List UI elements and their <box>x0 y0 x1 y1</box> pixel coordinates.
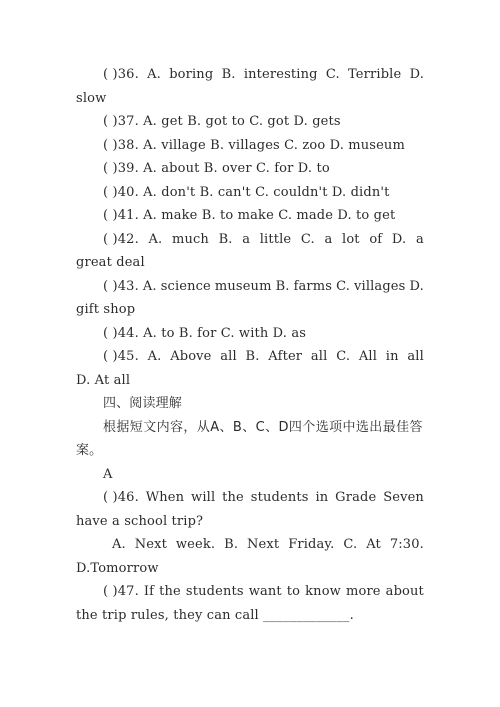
word: A. <box>142 279 157 294</box>
word: the <box>222 490 244 505</box>
word: a <box>415 232 424 247</box>
word: interesting <box>243 67 318 82</box>
instruction-line-2: 案。 <box>76 443 103 458</box>
word: want <box>248 584 282 599</box>
passage-label: A <box>103 467 113 482</box>
question-42-line-1 <box>103 232 424 248</box>
word: to <box>286 584 301 599</box>
word: B. <box>245 349 260 364</box>
word: A. <box>147 349 162 364</box>
word: much <box>171 232 209 247</box>
question-36-line-2: slow <box>76 91 107 106</box>
question-36-line-1 <box>103 67 424 83</box>
question-44: ( )44. A. to B. for C. with D. as <box>103 326 307 341</box>
word: farms <box>293 279 333 294</box>
question-42-line-2: great deal <box>76 255 145 270</box>
word: week. <box>175 537 216 552</box>
question-46-line-1 <box>103 490 424 506</box>
question-47-line-1 <box>103 584 424 600</box>
word: D. <box>409 279 424 294</box>
word: B. <box>218 232 233 247</box>
word: all <box>220 349 237 364</box>
word: At <box>366 537 381 552</box>
word: 7:30. <box>389 537 424 552</box>
word: a <box>242 232 251 247</box>
word: C. <box>343 537 358 552</box>
question-43-line-1 <box>103 279 424 295</box>
word: Grade <box>335 490 377 505</box>
word: Above <box>170 349 212 364</box>
word: ( )45. <box>103 349 139 364</box>
word: students <box>250 490 309 505</box>
word: ( )46. <box>103 490 139 505</box>
word: villages <box>354 279 406 294</box>
question-46-line-4: D.Tomorrow <box>76 561 159 576</box>
word: A. <box>147 67 161 82</box>
word: about <box>385 584 424 599</box>
word: in <box>315 490 329 505</box>
word: the <box>159 584 181 599</box>
question-38: ( )38. A. village B. villages C. zoo D. museum <box>103 138 405 153</box>
word: ( )42. <box>103 232 139 247</box>
word: more <box>345 584 381 599</box>
instruction-line-1: 根据短文内容，从A、B、C、D四个选项中选出最佳答 <box>103 420 423 435</box>
word: ( )43. <box>103 279 139 294</box>
question-39: ( )39. A. about B. over C. for D. to <box>103 161 330 176</box>
word: science <box>160 279 211 294</box>
question-46-options <box>112 537 424 553</box>
word: Friday. <box>288 537 335 552</box>
word: If <box>143 584 155 599</box>
word: C. <box>336 279 351 294</box>
word: After <box>268 349 303 364</box>
word: C. <box>300 232 315 247</box>
word: a <box>324 232 333 247</box>
question-43-line-2: gift shop <box>76 302 136 317</box>
word: know <box>305 584 341 599</box>
word: boring <box>169 67 214 82</box>
word: All <box>358 349 378 364</box>
word: museum <box>214 279 272 294</box>
word: D. <box>391 232 407 247</box>
word: will <box>191 490 216 505</box>
word: little <box>259 232 292 247</box>
question-46-line-2: have a school trip? <box>76 514 204 529</box>
word: C. <box>336 349 351 364</box>
word: Next <box>134 537 167 552</box>
word: A. <box>148 232 163 247</box>
word: lot <box>342 232 360 247</box>
word: in <box>385 349 399 364</box>
question-40: ( )40. A. don't B. can't C. couldn't D. didn't <box>103 185 390 200</box>
word: D. <box>409 67 424 82</box>
section-heading: 四、阅读理解 <box>103 396 182 411</box>
word: B. <box>224 537 239 552</box>
word: B. <box>221 67 236 82</box>
word: A. <box>112 537 126 552</box>
question-45-line-2: D. At all <box>76 373 131 388</box>
word: Next <box>247 537 280 552</box>
word: all <box>407 349 424 364</box>
word: Seven <box>383 490 424 505</box>
word: When <box>145 490 185 505</box>
word: of <box>369 232 383 247</box>
question-37: ( )37. A. get B. got to C. got D. gets <box>103 114 341 129</box>
word: students <box>185 584 244 599</box>
word: B. <box>275 279 290 294</box>
word: all <box>310 349 328 364</box>
word: Terrible <box>348 67 402 82</box>
word: ( )36. <box>103 67 139 82</box>
word: C. <box>325 67 340 82</box>
question-41: ( )41. A. make B. to make C. made D. to get <box>103 208 396 223</box>
word: ( )47. <box>103 584 139 599</box>
question-47-line-2: the trip rules, they can call _____________. <box>76 608 354 623</box>
question-45-line-1 <box>103 349 424 365</box>
